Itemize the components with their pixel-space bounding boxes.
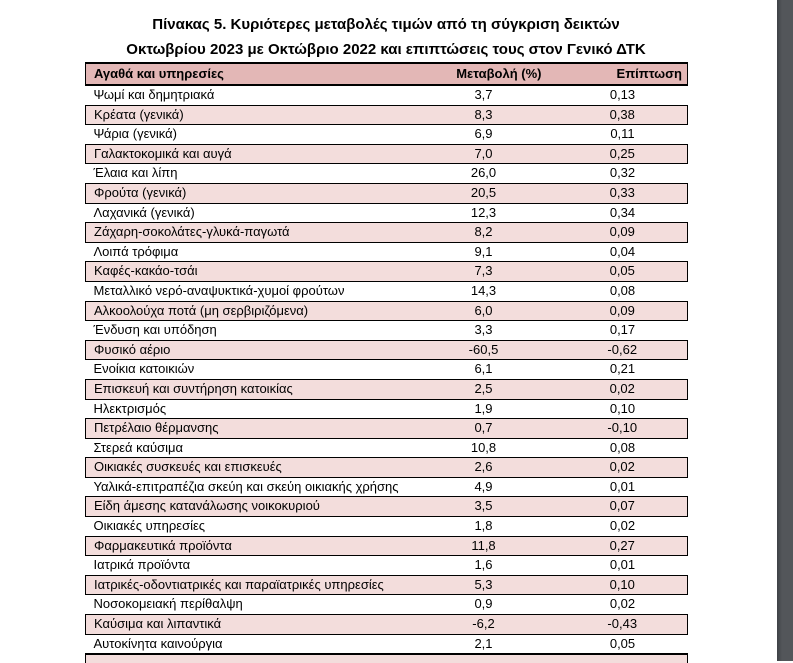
table-row [86, 85, 688, 105]
table-row [86, 595, 688, 615]
cell-item: Ηλεκτρισμός [86, 399, 431, 419]
cell-change: 10,8 [431, 438, 546, 458]
cell-change: 8,2 [431, 223, 546, 243]
cell-change: 6,1 [431, 360, 546, 380]
cell-impact: 0,02 [546, 517, 688, 537]
cell-change: 3,3 [431, 321, 546, 341]
cell-impact: 0,08 [546, 281, 688, 301]
cell-impact: 0,08 [546, 438, 688, 458]
cell-change: 2,5 [431, 379, 546, 399]
table-row [86, 536, 688, 556]
table-row [86, 517, 688, 537]
pdf-viewer-gutter [777, 0, 793, 661]
cell-item: Φαρμακευτικά προϊόντα [86, 536, 431, 556]
column-header-goods-services: Αγαθά και υπηρεσίες [86, 63, 431, 85]
cell-impact: 0,38 [546, 105, 688, 125]
table-row [86, 575, 688, 595]
table-section [85, 0, 687, 663]
column-header-change-pct: Μεταβολή (%) [431, 63, 546, 85]
cell-impact: -0,62 [546, 340, 688, 360]
column-header-impact: Επίπτωση [546, 63, 688, 85]
cpi-changes-table [85, 62, 688, 663]
table-row [86, 281, 688, 301]
cell-item: Ψάρια (γενικά) [86, 125, 431, 145]
cell-impact: 0,33 [546, 183, 688, 203]
cell-change: 12,3 [431, 203, 546, 223]
table-row [86, 183, 688, 203]
cell-item: Ιατρικές-οδοντιατρικές και παραϊατρικές υπηρεσίες [86, 575, 431, 595]
table-row [86, 242, 688, 262]
cell-item: Είδη άμεσης κατανάλωσης νοικοκυριού [86, 497, 431, 517]
cell-item: Ενοίκια κατοικιών [86, 360, 431, 380]
table-row [86, 399, 688, 419]
cell-change: 2,6 [431, 458, 546, 478]
cell-impact: 0,32 [546, 164, 688, 184]
cell-item: Καύσιμα και λιπαντικά [86, 615, 431, 635]
table-header [86, 63, 688, 85]
cell-change: 7,3 [431, 262, 546, 282]
cell-change: 14,3 [431, 281, 546, 301]
cell-impact: 0,02 [546, 458, 688, 478]
cell-item: Ζάχαρη-σοκολάτες-γλυκά-παγωτά [86, 223, 431, 243]
table-row [86, 203, 688, 223]
cell-item: Ιατρικά προϊόντα [86, 556, 431, 576]
table-row [86, 615, 688, 635]
cell-impact: 0,10 [546, 399, 688, 419]
cell-clipped [86, 654, 688, 663]
cell-item: Στερεά καύσιμα [86, 438, 431, 458]
table-row [86, 125, 688, 145]
cell-change: 1,9 [431, 399, 546, 419]
table-row [86, 379, 688, 399]
cell-change: 0,9 [431, 595, 546, 615]
cell-impact: 0,34 [546, 203, 688, 223]
cell-change: 26,0 [431, 164, 546, 184]
cell-impact: 0,07 [546, 497, 688, 517]
cell-impact: 0,13 [546, 85, 688, 105]
cell-item: Έλαια και λίπη [86, 164, 431, 184]
cell-impact: 0,27 [546, 536, 688, 556]
table-row [86, 438, 688, 458]
cell-impact: 0,11 [546, 125, 688, 145]
cell-impact: -0,43 [546, 615, 688, 635]
table-row [86, 223, 688, 243]
cell-item: Υαλικά-επιτραπέζια σκεύη και σκεύη οικιακής χρήσης [86, 477, 431, 497]
cell-item: Καφές-κακάο-τσάι [86, 262, 431, 282]
table-title [85, 0, 687, 62]
table-row [86, 419, 688, 439]
table-title-line2: Οκτωβρίου 2023 με Οκτώβριο 2022 και επιπτώσεις τους στον Γενικό ΔΤΚ [126, 41, 646, 58]
cell-change: 11,8 [431, 536, 546, 556]
table-row [86, 340, 688, 360]
cell-change: 6,0 [431, 301, 546, 321]
cell-impact: 0,09 [546, 223, 688, 243]
cell-change: 1,6 [431, 556, 546, 576]
cell-item: Οικιακές υπηρεσίες [86, 517, 431, 537]
cell-change: 0,7 [431, 419, 546, 439]
cell-change: 2,1 [431, 634, 546, 654]
cell-change: 3,5 [431, 497, 546, 517]
cell-change: 4,9 [431, 477, 546, 497]
cell-impact: 0,05 [546, 634, 688, 654]
cell-change: 6,9 [431, 125, 546, 145]
cell-impact: 0,04 [546, 242, 688, 262]
cell-change: 3,7 [431, 85, 546, 105]
cell-impact: 0,21 [546, 360, 688, 380]
table-row-clipped [86, 654, 688, 663]
table-row [86, 262, 688, 282]
cell-impact: 0,05 [546, 262, 688, 282]
table-row [86, 301, 688, 321]
cell-impact: 0,25 [546, 144, 688, 164]
cell-impact: 0,02 [546, 595, 688, 615]
cell-item: Επισκευή και συντήρηση κατοικίας [86, 379, 431, 399]
cell-item: Φυσικό αέριο [86, 340, 431, 360]
cell-item: Ένδυση και υπόδηση [86, 321, 431, 341]
table-row [86, 144, 688, 164]
table-header-row [86, 63, 688, 85]
table-title-line1: Πίνακας 5. Κυριότερες μεταβολές τιμών από τη σύγκριση δεικτών [152, 16, 620, 33]
cell-impact: 0,10 [546, 575, 688, 595]
cell-item: Φρούτα (γενικά) [86, 183, 431, 203]
cell-item: Κρέατα (γενικά) [86, 105, 431, 125]
table-body [86, 85, 688, 663]
table-row [86, 497, 688, 517]
cell-item: Οικιακές συσκευές και επισκευές [86, 458, 431, 478]
cell-impact: 0,17 [546, 321, 688, 341]
cell-item: Αλκοολούχα ποτά (μη σερβιριζόμενα) [86, 301, 431, 321]
cell-impact: 0,02 [546, 379, 688, 399]
table-row [86, 360, 688, 380]
cell-impact: 0,01 [546, 556, 688, 576]
cell-impact: 0,01 [546, 477, 688, 497]
cell-change: 20,5 [431, 183, 546, 203]
cell-change: 1,8 [431, 517, 546, 537]
cell-item: Γαλακτοκομικά και αυγά [86, 144, 431, 164]
table-row [86, 458, 688, 478]
cell-item: Ψωμί και δημητριακά [86, 85, 431, 105]
cell-item: Λαχανικά (γενικά) [86, 203, 431, 223]
cell-change: -6,2 [431, 615, 546, 635]
cell-change: -60,5 [431, 340, 546, 360]
cell-item: Λοιπά τρόφιμα [86, 242, 431, 262]
table-row [86, 556, 688, 576]
table-row [86, 164, 688, 184]
cell-change: 9,1 [431, 242, 546, 262]
cell-change: 8,3 [431, 105, 546, 125]
cell-item: Αυτοκίνητα καινούργια [86, 634, 431, 654]
table-row [86, 321, 688, 341]
cell-item: Μεταλλικό νερό-αναψυκτικά-χυμοί φρούτων [86, 281, 431, 301]
cell-impact: 0,09 [546, 301, 688, 321]
cell-impact: -0,10 [546, 419, 688, 439]
table-row [86, 477, 688, 497]
cell-change: 7,0 [431, 144, 546, 164]
cell-change: 5,3 [431, 575, 546, 595]
cell-item: Νοσοκομειακή περίθαλψη [86, 595, 431, 615]
table-row [86, 105, 688, 125]
table-row [86, 634, 688, 654]
cell-item: Πετρέλαιο θέρμανσης [86, 419, 431, 439]
